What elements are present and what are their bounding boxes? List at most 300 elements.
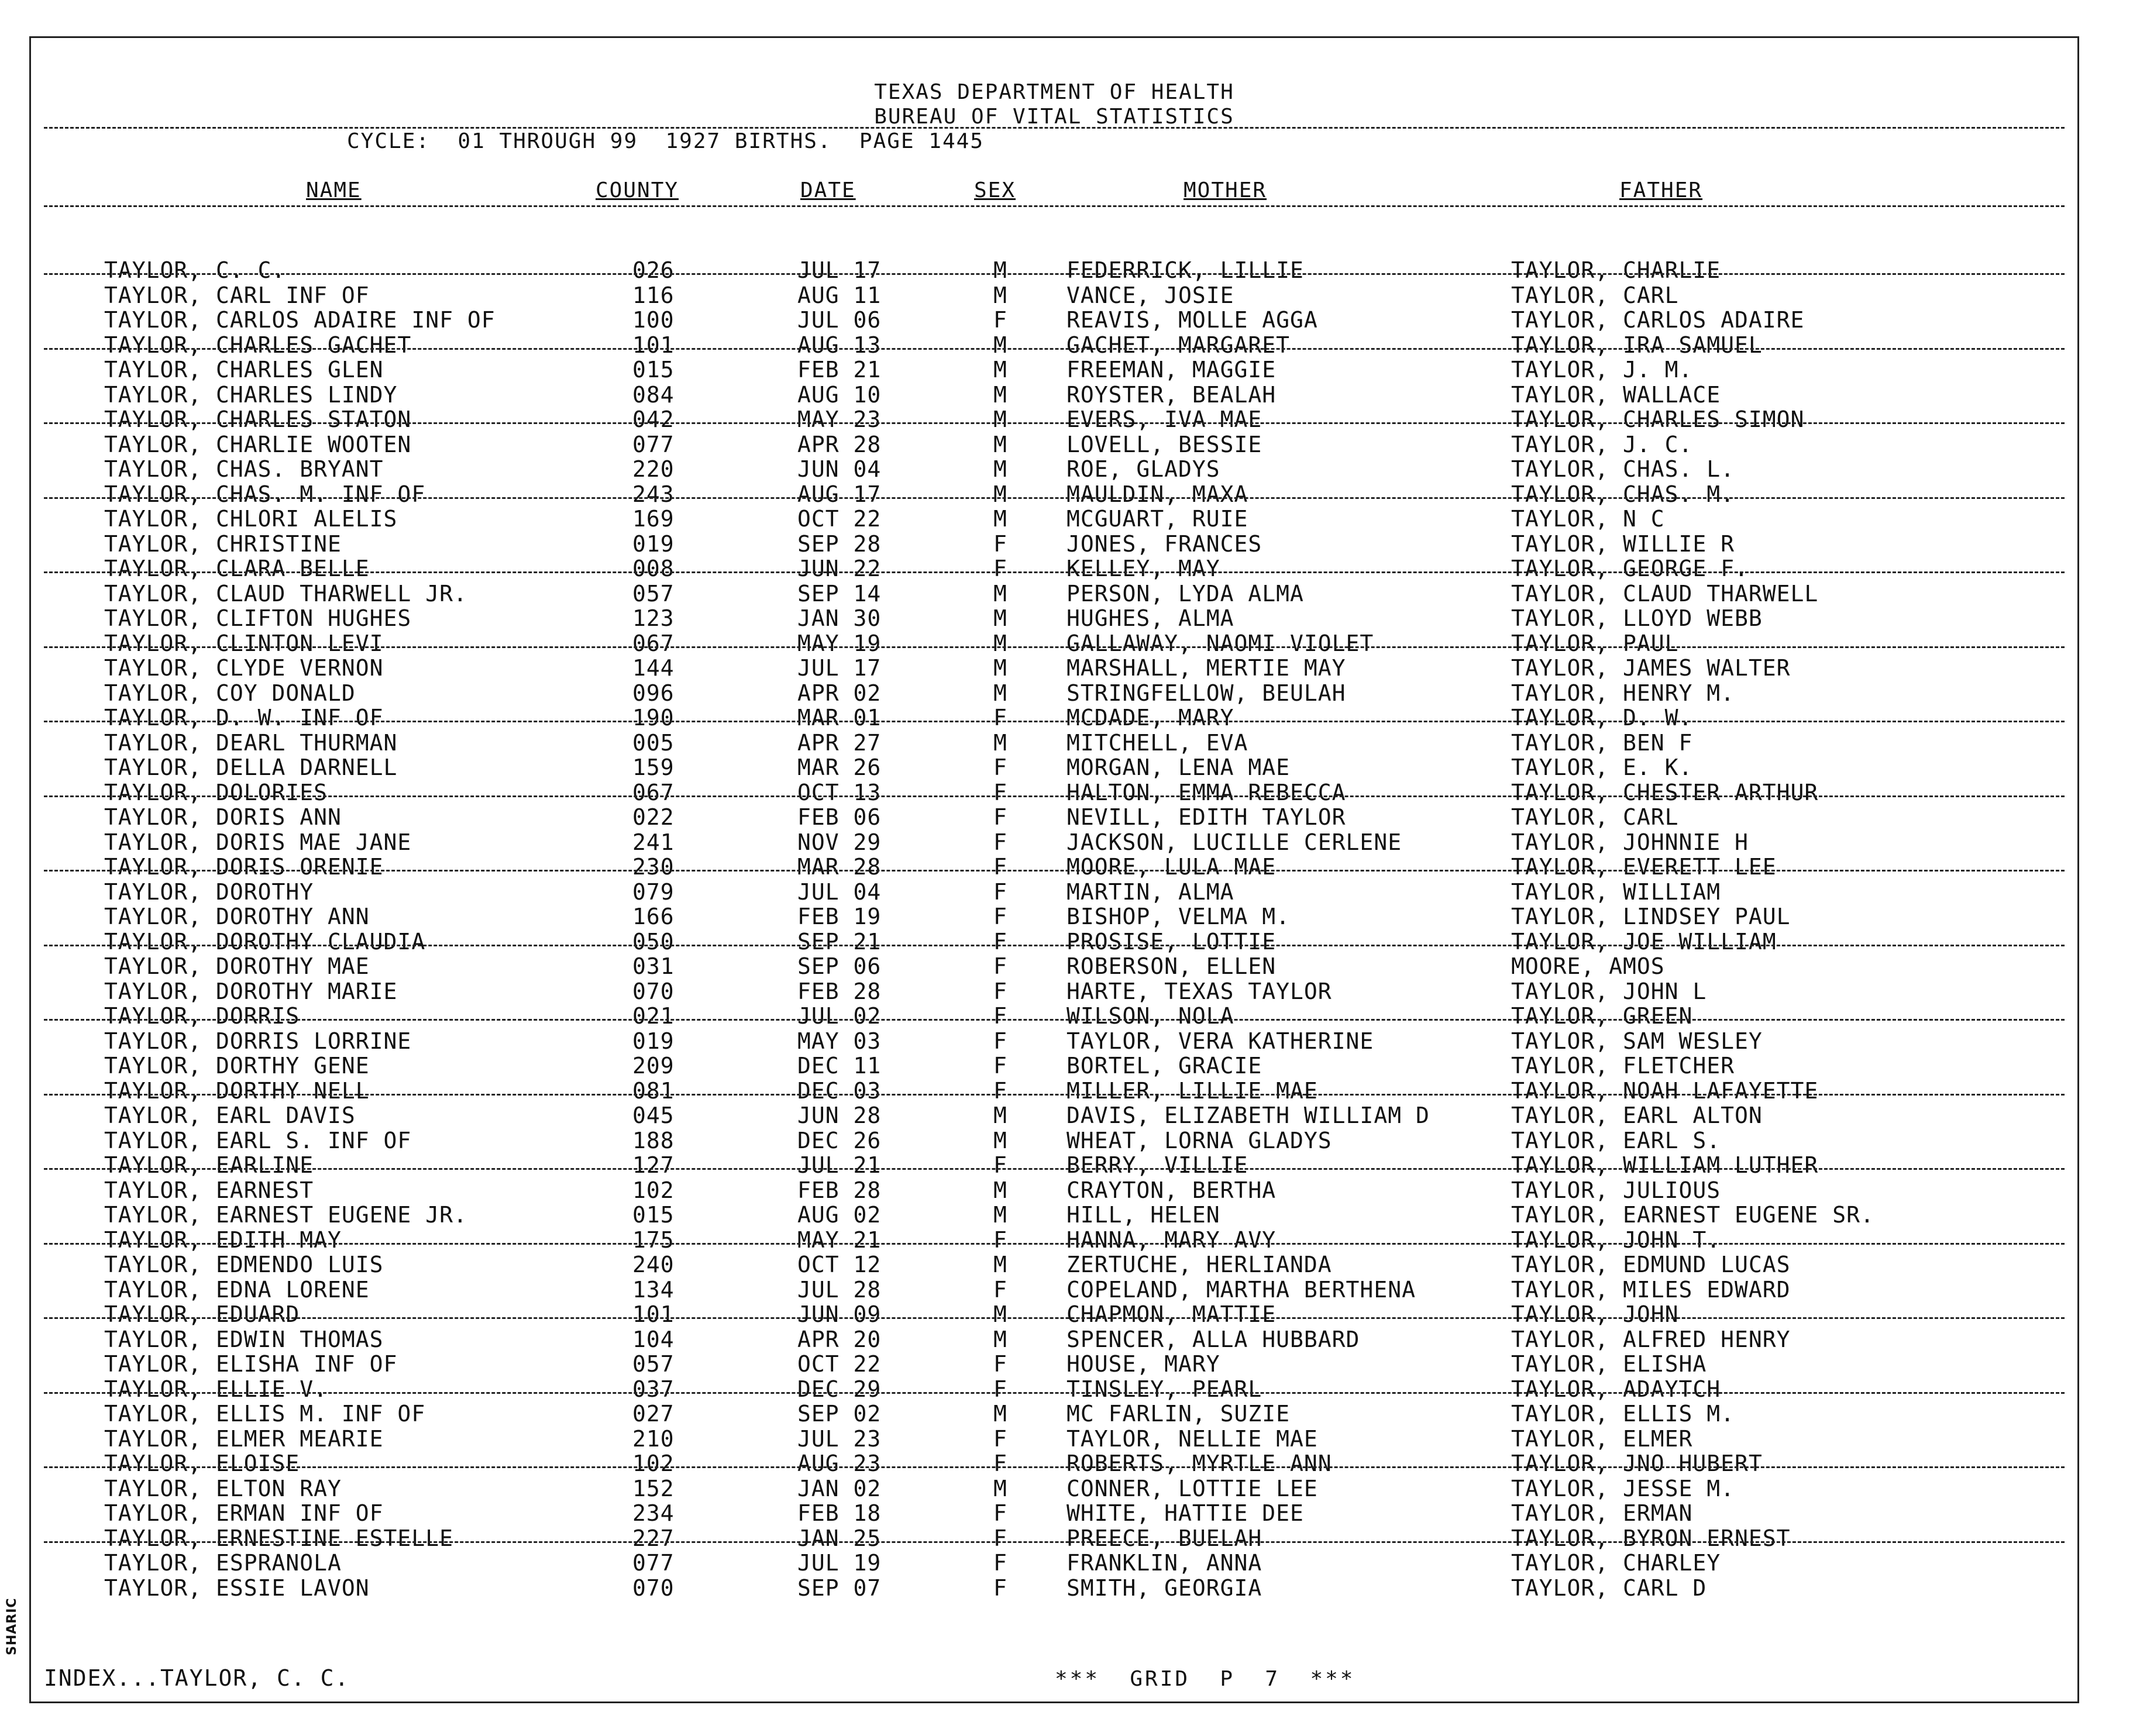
table-row (31, 333, 2077, 358)
footer-index: INDEX...TAYLOR, C. C. (44, 1665, 350, 1691)
record-name: TAYLOR, DELLA DARNELL (104, 755, 398, 780)
record-father: TAYLOR, JOE WILLIAM (1511, 928, 1777, 955)
record-mother: PREECE, BUELAH (1066, 1525, 1262, 1551)
record-name: TAYLOR, EDUARD (104, 1301, 300, 1327)
record-mother: MARTIN, ALMA (1066, 879, 1234, 905)
record-mother: TINSLEY, PEARL (1066, 1376, 1262, 1402)
record-date: MAY 19 (797, 630, 882, 656)
record-mother: WHITE, HATTIE DEE (1066, 1500, 1304, 1526)
record-name: TAYLOR, ERMAN INF OF (104, 1500, 384, 1526)
record-sex: F (993, 1351, 1007, 1377)
record-date: JUL 28 (797, 1276, 882, 1303)
table-row (31, 631, 2077, 656)
record-name: TAYLOR, CHARLES LINDY (104, 381, 398, 408)
record-mother: TAYLOR, VERA KATHERINE (1066, 1028, 1374, 1054)
record-father: TAYLOR, CARL D (1511, 1575, 1707, 1601)
department-title: TEXAS DEPARTMENT OF HEALTH (874, 80, 1234, 104)
record-sex: F (993, 779, 1007, 805)
record-county: 019 (632, 531, 675, 557)
record-name: TAYLOR, EDNA LORENE (104, 1276, 370, 1303)
record-date: MAR 28 (797, 854, 882, 880)
record-date: JAN 30 (797, 605, 882, 631)
record-name: TAYLOR, CLYDE VERNON (104, 655, 384, 681)
header-rule (44, 127, 2065, 129)
record-mother: HUGHES, ALMA (1066, 605, 1234, 631)
record-date: JAN 25 (797, 1525, 882, 1551)
record-name: TAYLOR, CLINTON LEVI (104, 630, 384, 656)
column-header-name: NAME (306, 178, 362, 202)
record-county: 026 (632, 257, 675, 283)
record-mother: HILL, HELEN (1066, 1202, 1220, 1228)
record-name: TAYLOR, CLAUD THARWELL JR. (104, 580, 467, 607)
record-father: TAYLOR, WILLIE R (1511, 531, 1735, 557)
record-father: TAYLOR, ADAYTCH (1511, 1376, 1721, 1402)
record-sex: M (993, 1103, 1007, 1128)
record-county: 240 (632, 1252, 675, 1277)
column-header-sex: SEX (974, 178, 1016, 202)
record-mother: DAVIS, ELIZABETH WILLIAM D (1066, 1103, 1430, 1128)
record-sex: M (993, 431, 1007, 457)
record-county: 101 (632, 1301, 675, 1327)
record-sex: M (993, 1326, 1007, 1352)
record-name: TAYLOR, CLIFTON HUGHES (104, 605, 412, 631)
record-father: TAYLOR, JULIOUS (1511, 1177, 1721, 1203)
record-father: TAYLOR, CHESTER ARTHUR (1511, 779, 1819, 805)
record-mother: HOUSE, MARY (1066, 1351, 1220, 1377)
record-date: SEP 21 (797, 928, 882, 955)
record-mother: WHEAT, LORNA GLADYS (1066, 1127, 1332, 1153)
table-row (31, 258, 2077, 283)
record-father: TAYLOR, J. C. (1511, 431, 1693, 457)
record-sex: F (993, 1053, 1007, 1079)
record-father: TAYLOR, EARL ALTON (1511, 1103, 1763, 1128)
record-father: TAYLOR, CHAS. L. (1511, 456, 1735, 482)
record-county: 067 (632, 630, 675, 656)
record-mother: ROBERSON, ELLEN (1066, 953, 1277, 979)
record-mother: MCDADE, MARY (1066, 705, 1234, 731)
record-father: TAYLOR, ERMAN (1511, 1500, 1693, 1526)
record-date: AUG 10 (797, 381, 882, 408)
record-date: APR 20 (797, 1326, 882, 1352)
record-date: APR 02 (797, 680, 882, 706)
record-county: 220 (632, 456, 675, 482)
record-county: 209 (632, 1053, 675, 1079)
record-father: TAYLOR, JAMES WALTER (1511, 655, 1791, 681)
record-mother: SMITH, GEORGIA (1066, 1575, 1262, 1601)
record-county: 008 (632, 556, 675, 581)
table-row (31, 407, 2077, 432)
record-father: TAYLOR, EVERETT LEE (1511, 854, 1777, 880)
record-county: 227 (632, 1525, 675, 1551)
record-name: TAYLOR, DOLORIES (104, 779, 328, 805)
table-row (31, 904, 2077, 929)
record-father: TAYLOR, J. M. (1511, 357, 1693, 383)
record-name: TAYLOR, ELMER MEARIE (104, 1425, 384, 1452)
record-date: FEB 28 (797, 1177, 882, 1203)
record-father: TAYLOR, JOHN L (1511, 978, 1707, 1004)
table-row (31, 1576, 2077, 1601)
record-father: TAYLOR, JESSE M. (1511, 1475, 1735, 1501)
record-sex: M (993, 729, 1007, 756)
record-date: OCT 22 (797, 1351, 882, 1377)
record-date: MAY 23 (797, 407, 882, 432)
record-father: TAYLOR, BEN F (1511, 729, 1693, 756)
bureau-title: BUREAU OF VITAL STATISTICS (874, 105, 1234, 129)
record-father: TAYLOR, LLOYD WEBB (1511, 605, 1763, 631)
record-name: TAYLOR, DORTHY GENE (104, 1053, 370, 1079)
record-county: 067 (632, 779, 675, 805)
record-father: TAYLOR, JOHN T. (1511, 1227, 1721, 1253)
record-sex: M (993, 481, 1007, 507)
record-county: 096 (632, 680, 675, 706)
record-county: 104 (632, 1326, 675, 1352)
record-county: 005 (632, 729, 675, 756)
record-county: 210 (632, 1425, 675, 1452)
record-county: 230 (632, 854, 675, 880)
record-date: DEC 29 (797, 1376, 882, 1402)
record-date: NOV 29 (797, 829, 882, 855)
record-sex: F (993, 1276, 1007, 1303)
record-date: FEB 19 (797, 904, 882, 929)
table-row (31, 830, 2077, 855)
record-father: TAYLOR, GREEN (1511, 1003, 1693, 1029)
record-father: TAYLOR, WALLACE (1511, 381, 1721, 408)
record-name: TAYLOR, EDWIN THOMAS (104, 1326, 384, 1352)
record-county: 190 (632, 705, 675, 731)
record-date: OCT 22 (797, 506, 882, 532)
record-county: 169 (632, 506, 675, 532)
table-row (31, 979, 2077, 1004)
record-name: TAYLOR, CHRISTINE (104, 531, 342, 557)
record-sex: M (993, 407, 1007, 432)
record-mother: FREEMAN, MAGGIE (1066, 357, 1277, 383)
record-father: TAYLOR, CARL (1511, 282, 1679, 308)
record-name: TAYLOR, ELTON RAY (104, 1475, 342, 1501)
record-date: DEC 03 (797, 1077, 882, 1104)
record-father: TAYLOR, ELLIS M. (1511, 1401, 1735, 1427)
record-name: TAYLOR, DOROTHY (104, 879, 314, 905)
record-name: TAYLOR, ERNESTINE ESTELLE (104, 1525, 453, 1551)
record-county: 152 (632, 1475, 675, 1501)
record-sex: F (993, 556, 1007, 581)
record-sex: F (993, 1451, 1007, 1476)
record-date: FEB 06 (797, 804, 882, 830)
record-mother: BORTEL, GRACIE (1066, 1053, 1262, 1079)
table-row (31, 283, 2077, 308)
record-father: TAYLOR, WILLIAM LUTHER (1511, 1152, 1819, 1178)
record-date: JUL 21 (797, 1152, 882, 1178)
record-county: 243 (632, 481, 675, 507)
record-name: TAYLOR, DOROTHY ANN (104, 904, 370, 929)
table-row (31, 1551, 2077, 1576)
table-row (31, 1153, 2077, 1178)
record-county: 234 (632, 1500, 675, 1526)
record-name: TAYLOR, ELLIS M. INF OF (104, 1401, 426, 1427)
record-sex: F (993, 854, 1007, 880)
record-date: DEC 26 (797, 1127, 882, 1153)
table-row (31, 929, 2077, 955)
record-father: TAYLOR, PAUL (1511, 630, 1679, 656)
record-mother: HARTE, TEXAS TAYLOR (1066, 978, 1332, 1004)
table-row (31, 457, 2077, 482)
record-name: TAYLOR, ELISHA INF OF (104, 1351, 398, 1377)
record-name: TAYLOR, ELOISE (104, 1451, 300, 1476)
record-mother: COPELAND, MARTHA BERTHENA (1066, 1276, 1416, 1303)
record-mother: PROSISE, LOTTIE (1066, 928, 1277, 955)
record-mother: WILSON, NOLA (1066, 1003, 1234, 1029)
record-name: TAYLOR, DORIS ANN (104, 804, 342, 830)
record-date: FEB 21 (797, 357, 882, 383)
record-father: TAYLOR, ELMER (1511, 1425, 1693, 1452)
table-row (31, 1053, 2077, 1079)
record-name: TAYLOR, ESSIE LAVON (104, 1575, 370, 1601)
table-row (31, 1079, 2077, 1104)
record-name: TAYLOR, CARLOS ADAIRE INF OF (104, 307, 496, 333)
table-row (31, 1252, 2077, 1277)
record-mother: PERSON, LYDA ALMA (1066, 580, 1304, 607)
table-row (31, 432, 2077, 457)
record-father: TAYLOR, EARL S. (1511, 1127, 1721, 1153)
record-county: 102 (632, 1177, 675, 1203)
record-mother: EVERS, IVA MAE (1066, 407, 1262, 432)
record-name: TAYLOR, COY DONALD (104, 680, 356, 706)
record-sex: M (993, 1475, 1007, 1501)
record-name: TAYLOR, ELLIE V. (104, 1376, 328, 1402)
record-father: TAYLOR, MILES EDWARD (1511, 1276, 1791, 1303)
record-sex: M (993, 680, 1007, 706)
record-sex: M (993, 655, 1007, 681)
table-row (31, 1029, 2077, 1054)
record-county: 019 (632, 1028, 675, 1054)
record-sex: M (993, 456, 1007, 482)
record-sex: M (993, 1177, 1007, 1203)
record-name: TAYLOR, CHAS. M. INF OF (104, 481, 426, 507)
record-name: TAYLOR, CHAS. BRYANT (104, 456, 384, 482)
record-county: 134 (632, 1276, 675, 1303)
record-county: 045 (632, 1103, 675, 1128)
record-mother: VANCE, JOSIE (1066, 282, 1234, 308)
record-mother: ROYSTER, BEALAH (1066, 381, 1277, 408)
record-mother: MITCHELL, EVA (1066, 729, 1248, 756)
record-mother: NEVILL, EDITH TAYLOR (1066, 804, 1346, 830)
record-mother: TAYLOR, NELLIE MAE (1066, 1425, 1318, 1452)
record-name: TAYLOR, EARNEST (104, 1177, 314, 1203)
record-date: MAY 03 (797, 1028, 882, 1054)
record-county: 188 (632, 1127, 675, 1153)
record-county: 144 (632, 655, 675, 681)
table-row (31, 656, 2077, 681)
record-name: TAYLOR, DEARL THURMAN (104, 729, 398, 756)
table-row (31, 1377, 2077, 1402)
record-sex: F (993, 307, 1007, 333)
column-header-rule (44, 205, 2065, 207)
record-name: TAYLOR, DORRIS (104, 1003, 300, 1029)
record-father: TAYLOR, EDMUND LUCAS (1511, 1252, 1791, 1277)
record-sex: M (993, 1401, 1007, 1427)
record-mother: FEDERRICK, LILLIE (1066, 257, 1304, 283)
table-row (31, 805, 2077, 830)
record-mother: MOORE, LULA MAE (1066, 854, 1277, 880)
record-mother: MC FARLIN, SUZIE (1066, 1401, 1291, 1427)
record-sex: F (993, 829, 1007, 855)
record-mother: HANNA, MARY AVY (1066, 1227, 1277, 1253)
record-father: TAYLOR, CARLOS ADAIRE (1511, 307, 1805, 333)
record-father: TAYLOR, SAM WESLEY (1511, 1028, 1763, 1054)
record-name: TAYLOR, CARL INF OF (104, 282, 370, 308)
record-mother: CHAPMON, MATTIE (1066, 1301, 1277, 1327)
record-date: JUN 09 (797, 1301, 882, 1327)
record-mother: BISHOP, VELMA M. (1066, 904, 1291, 929)
record-county: 077 (632, 431, 675, 457)
record-father: TAYLOR, JOHN (1511, 1301, 1679, 1327)
record-father: TAYLOR, HENRY M. (1511, 680, 1735, 706)
record-date: SEP 06 (797, 953, 882, 979)
record-father: TAYLOR, CHARLES SIMON (1511, 407, 1805, 432)
record-father: TAYLOR, BYRON ERNEST (1511, 1525, 1791, 1551)
record-county: 022 (632, 804, 675, 830)
record-name: TAYLOR, DORTHY NELL (104, 1077, 370, 1104)
record-sex: M (993, 282, 1007, 308)
record-father: TAYLOR, CHARLIE (1511, 257, 1721, 283)
table-row (31, 1228, 2077, 1253)
record-county: 042 (632, 407, 675, 432)
record-sex: F (993, 1425, 1007, 1452)
record-mother: CRAYTON, BERTHA (1066, 1177, 1277, 1203)
record-mother: CONNER, LOTTIE LEE (1066, 1475, 1318, 1501)
record-name: TAYLOR, CLARA BELLE (104, 556, 370, 581)
record-father: TAYLOR, WILLIAM (1511, 879, 1721, 905)
table-row (31, 532, 2077, 557)
record-mother: JACKSON, LUCILLE CERLENE (1066, 829, 1402, 855)
table-row (31, 780, 2077, 805)
record-name: TAYLOR, CHARLIE WOOTEN (104, 431, 412, 457)
record-county: 175 (632, 1227, 675, 1253)
table-row (31, 954, 2077, 979)
record-father: TAYLOR, CHARLEY (1511, 1550, 1721, 1576)
record-name: TAYLOR, EDITH MAY (104, 1227, 342, 1253)
table-row (31, 606, 2077, 631)
record-sex: F (993, 1227, 1007, 1253)
record-sex: F (993, 904, 1007, 929)
record-mother: FRANKLIN, ANNA (1066, 1550, 1262, 1576)
record-sex: M (993, 332, 1007, 358)
record-sex: M (993, 357, 1007, 383)
record-father: TAYLOR, E. K. (1511, 755, 1693, 780)
cycle-line: CYCLE: 01 THROUGH 99 1927 BIRTHS. PAGE 1445 (347, 129, 984, 153)
record-date: AUG 11 (797, 282, 882, 308)
table-row (31, 1501, 2077, 1526)
record-sex: M (993, 580, 1007, 607)
record-county: 166 (632, 904, 675, 929)
record-county: 070 (632, 1575, 675, 1601)
record-sex: F (993, 755, 1007, 780)
record-name: TAYLOR, DORIS ORENIE (104, 854, 384, 880)
table-row (31, 308, 2077, 333)
table-row (31, 731, 2077, 756)
record-mother: SPENCER, ALLA HUBBARD (1066, 1326, 1360, 1352)
record-sex: M (993, 1301, 1007, 1327)
record-date: JUL 06 (797, 307, 882, 333)
table-row (31, 1401, 2077, 1427)
record-mother: ZERTUCHE, HERLIANDA (1066, 1252, 1332, 1277)
record-mother: MILLER, LILLIE MAE (1066, 1077, 1318, 1104)
table-row (31, 1451, 2077, 1476)
record-mother: MCGUART, RUIE (1066, 506, 1248, 532)
record-date: FEB 28 (797, 978, 882, 1004)
table-row (31, 1476, 2077, 1501)
record-sex: F (993, 1500, 1007, 1526)
record-county: 057 (632, 1351, 675, 1377)
table-row (31, 855, 2077, 880)
footer-grid-label: *** GRID P 7 *** (1055, 1667, 1356, 1691)
record-sex: M (993, 1202, 1007, 1228)
record-father: TAYLOR, EARNEST EUGENE SR. (1511, 1202, 1874, 1228)
table-row (31, 581, 2077, 607)
record-name: TAYLOR, CHLORI ALELIS (104, 506, 398, 532)
document-page (29, 36, 2079, 1703)
record-name: TAYLOR, CHARLES STATON (104, 407, 412, 432)
record-name: TAYLOR, EDMENDO LUIS (104, 1252, 384, 1277)
record-sex: F (993, 1077, 1007, 1104)
record-sex: F (993, 705, 1007, 731)
record-name: TAYLOR, EARL S. INF OF (104, 1127, 412, 1153)
record-date: SEP 14 (797, 580, 882, 607)
record-name: TAYLOR, DORRIS LORRINE (104, 1028, 412, 1054)
record-date: MAY 21 (797, 1227, 882, 1253)
record-name: TAYLOR, CHARLES GLEN (104, 357, 384, 383)
record-date: JUN 22 (797, 556, 882, 581)
record-father: TAYLOR, D. W. (1511, 705, 1693, 731)
record-mother: LOVELL, BESSIE (1066, 431, 1262, 457)
record-name: TAYLOR, EARNEST EUGENE JR. (104, 1202, 467, 1228)
record-name: TAYLOR, DOROTHY CLAUDIA (104, 928, 426, 955)
record-sex: F (993, 1003, 1007, 1029)
record-sex: F (993, 531, 1007, 557)
record-date: JUN 04 (797, 456, 882, 482)
table-row (31, 357, 2077, 383)
table-row (31, 1427, 2077, 1452)
record-date: DEC 11 (797, 1053, 882, 1079)
table-row (31, 1128, 2077, 1153)
record-date: JUL 17 (797, 655, 882, 681)
record-father: TAYLOR, ALFRED HENRY (1511, 1326, 1791, 1352)
record-father: TAYLOR, GEORGE F. (1511, 556, 1749, 581)
record-county: 079 (632, 879, 675, 905)
record-father: TAYLOR, N C (1511, 506, 1665, 532)
records-list (31, 258, 2077, 1600)
record-county: 021 (632, 1003, 675, 1029)
record-mother: HALTON, EMMA REBECCA (1066, 779, 1346, 805)
record-mother: GACHET, MARGARET (1066, 332, 1291, 358)
record-date: JUL 23 (797, 1425, 882, 1452)
record-county: 241 (632, 829, 675, 855)
record-mother: GALLAWAY, NAOMI VIOLET (1066, 630, 1374, 656)
table-row (31, 1103, 2077, 1128)
table-row (31, 681, 2077, 706)
record-sex: M (993, 630, 1007, 656)
record-sex: F (993, 928, 1007, 955)
record-date: MAR 26 (797, 755, 882, 780)
record-father: TAYLOR, JOHNNIE H (1511, 829, 1749, 855)
record-date: AUG 23 (797, 1451, 882, 1476)
record-date: APR 27 (797, 729, 882, 756)
record-county: 159 (632, 755, 675, 780)
record-name: TAYLOR, EARL DAVIS (104, 1103, 356, 1128)
column-header-mother: MOTHER (1184, 178, 1267, 202)
record-name: TAYLOR, DOROTHY MARIE (104, 978, 398, 1004)
record-county: 057 (632, 580, 675, 607)
record-father: TAYLOR, NOAH LAFAYETTE (1511, 1077, 1819, 1104)
